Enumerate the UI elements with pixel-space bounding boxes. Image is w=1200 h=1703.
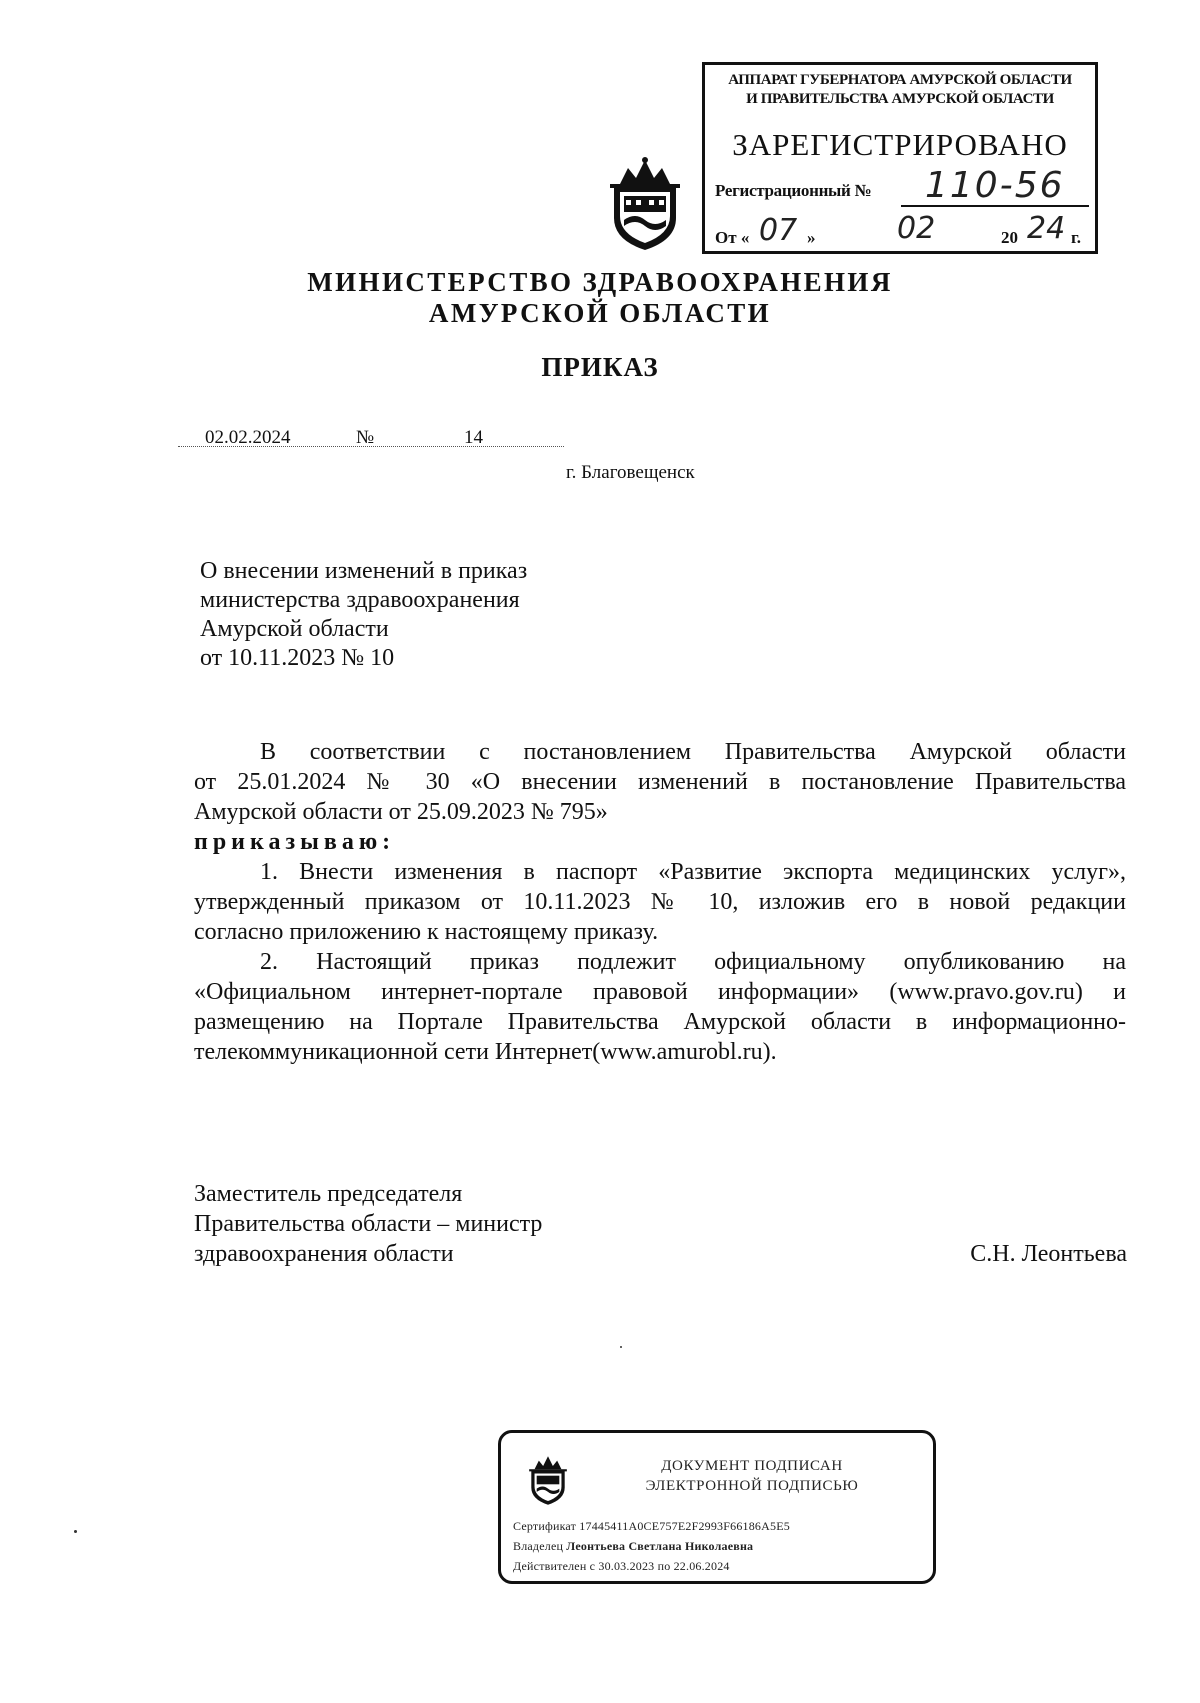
- order-body: [194, 737, 1126, 1067]
- item2-line: 2. Настоящий приказ подлежит официальному опубликованию на: [260, 949, 1126, 975]
- stamp-month-underline: [829, 251, 979, 253]
- stamp-number-value: 110-56: [925, 165, 1065, 206]
- esign-heading-line1: ДОКУМЕНТ ПОДПИСАН: [661, 1458, 843, 1474]
- order-city: г. Благовещенск: [566, 462, 695, 483]
- esign-certificate-row: [513, 1519, 790, 1534]
- amur-region-coat-of-arms-icon: [527, 1453, 569, 1507]
- esign-cert-value: 17445411A0CE757E2F2993F66186A5E5: [579, 1519, 790, 1533]
- esign-owner-value: Леонтьева Светлана Николаевна: [566, 1539, 754, 1553]
- scan-speck: [620, 1346, 622, 1348]
- stamp-year-underline: [1023, 251, 1067, 253]
- stamp-org-line2: И ПРАВИТЕЛЬСТВА АМУРСКОЙ ОБЛАСТИ: [746, 91, 1054, 107]
- preamble-line: Амурской области от 25.09.2023 № 795»: [194, 799, 608, 825]
- stamp-year-prefix: 20: [1001, 228, 1018, 247]
- amur-region-coat-of-arms-icon: [606, 156, 684, 252]
- position-line: Заместитель председателя: [194, 1181, 463, 1207]
- signatory-name: С.Н. Леонтьева: [970, 1241, 1127, 1267]
- subject-line: от 10.11.2023 № 10: [200, 645, 395, 671]
- item1-line: утвержденный приказом от 10.11.2023 № 10, изложив его в новой редакции: [194, 889, 1126, 915]
- item2-line: «Официальном интернет-портале правовой информации» (www.pravo.gov.ru) и: [194, 979, 1126, 1005]
- subject-line: О внесении изменений в приказ: [200, 558, 528, 584]
- subject-line: Амурской области: [200, 616, 389, 642]
- stamp-date-prefix: От «: [715, 228, 750, 247]
- esign-owner-label: Владелец: [513, 1539, 564, 1553]
- stamp-year-value: 24: [1027, 211, 1066, 246]
- stamp-day-underline: [753, 251, 803, 253]
- stamp-org-line1: АППАРАТ ГУБЕРНАТОРА АМУРСКОЙ ОБЛАСТИ: [728, 72, 1072, 88]
- scan-speck: [74, 1530, 77, 1533]
- order-number-sign: №: [356, 427, 375, 448]
- preamble-line: от 25.01.2024 № 30 «О внесении изменений в постановление Правительства: [194, 769, 1126, 795]
- position-line: Правительства области – министр: [194, 1211, 543, 1237]
- preamble-line: В соответствии с постановлением Правительства Амурской области: [260, 739, 1126, 765]
- esign-validity-row: [513, 1559, 730, 1574]
- electronic-signature-stamp: [498, 1430, 936, 1584]
- esign-valid-from: 30.03.2023: [598, 1559, 655, 1573]
- stamp-day-close: »: [807, 228, 816, 247]
- position-line: здравоохранения области: [194, 1241, 454, 1267]
- ministry-name-line1: МИНИСТЕРСТВО ЗДРАВООХРАНЕНИЯ: [307, 267, 893, 297]
- item1-line: согласно приложению к настоящему приказу.: [194, 919, 659, 945]
- esign-valid-to-label: по: [657, 1559, 671, 1573]
- stamp-month-value: 02: [897, 211, 936, 246]
- order-date: 02.02.2024: [205, 427, 291, 448]
- subject-line: министерства здравоохранения: [200, 587, 520, 613]
- order-number: 14: [464, 427, 483, 448]
- item2-line: телекоммуникационной сети Интернет(www.amurobl.ru).: [194, 1039, 777, 1065]
- stamp-number-label: Регистрационный №: [715, 181, 872, 200]
- stamp-year-unit: г.: [1071, 228, 1082, 247]
- stamp-day-value: 07: [759, 213, 798, 248]
- esign-valid-label: Действителен с: [513, 1559, 596, 1573]
- ministry-name-line2: АМУРСКОЙ ОБЛАСТИ: [428, 298, 772, 328]
- registration-stamp: [702, 62, 1098, 254]
- document-type-title: ПРИКАЗ: [541, 352, 659, 382]
- item1-line: 1. Внести изменения в паспорт «Развитие экспорта медицинских услуг»,: [260, 859, 1126, 885]
- stamp-registered-title: ЗАРЕГИСТРИРОВАНО: [732, 127, 1068, 162]
- signatory-position: [194, 1179, 542, 1269]
- order-subject: [200, 557, 527, 673]
- esign-cert-label: Сертификат: [513, 1519, 577, 1533]
- esign-heading-line2: ЭЛЕКТРОННОЙ ПОДПИСЬЮ: [645, 1478, 859, 1494]
- order-directive-word: приказываю:: [194, 829, 396, 855]
- esign-valid-to: 22.06.2024: [673, 1559, 730, 1573]
- esign-owner-row: [513, 1539, 753, 1554]
- item2-line: размещению на Портале Правительства Амурской области в информационно-: [194, 1009, 1126, 1035]
